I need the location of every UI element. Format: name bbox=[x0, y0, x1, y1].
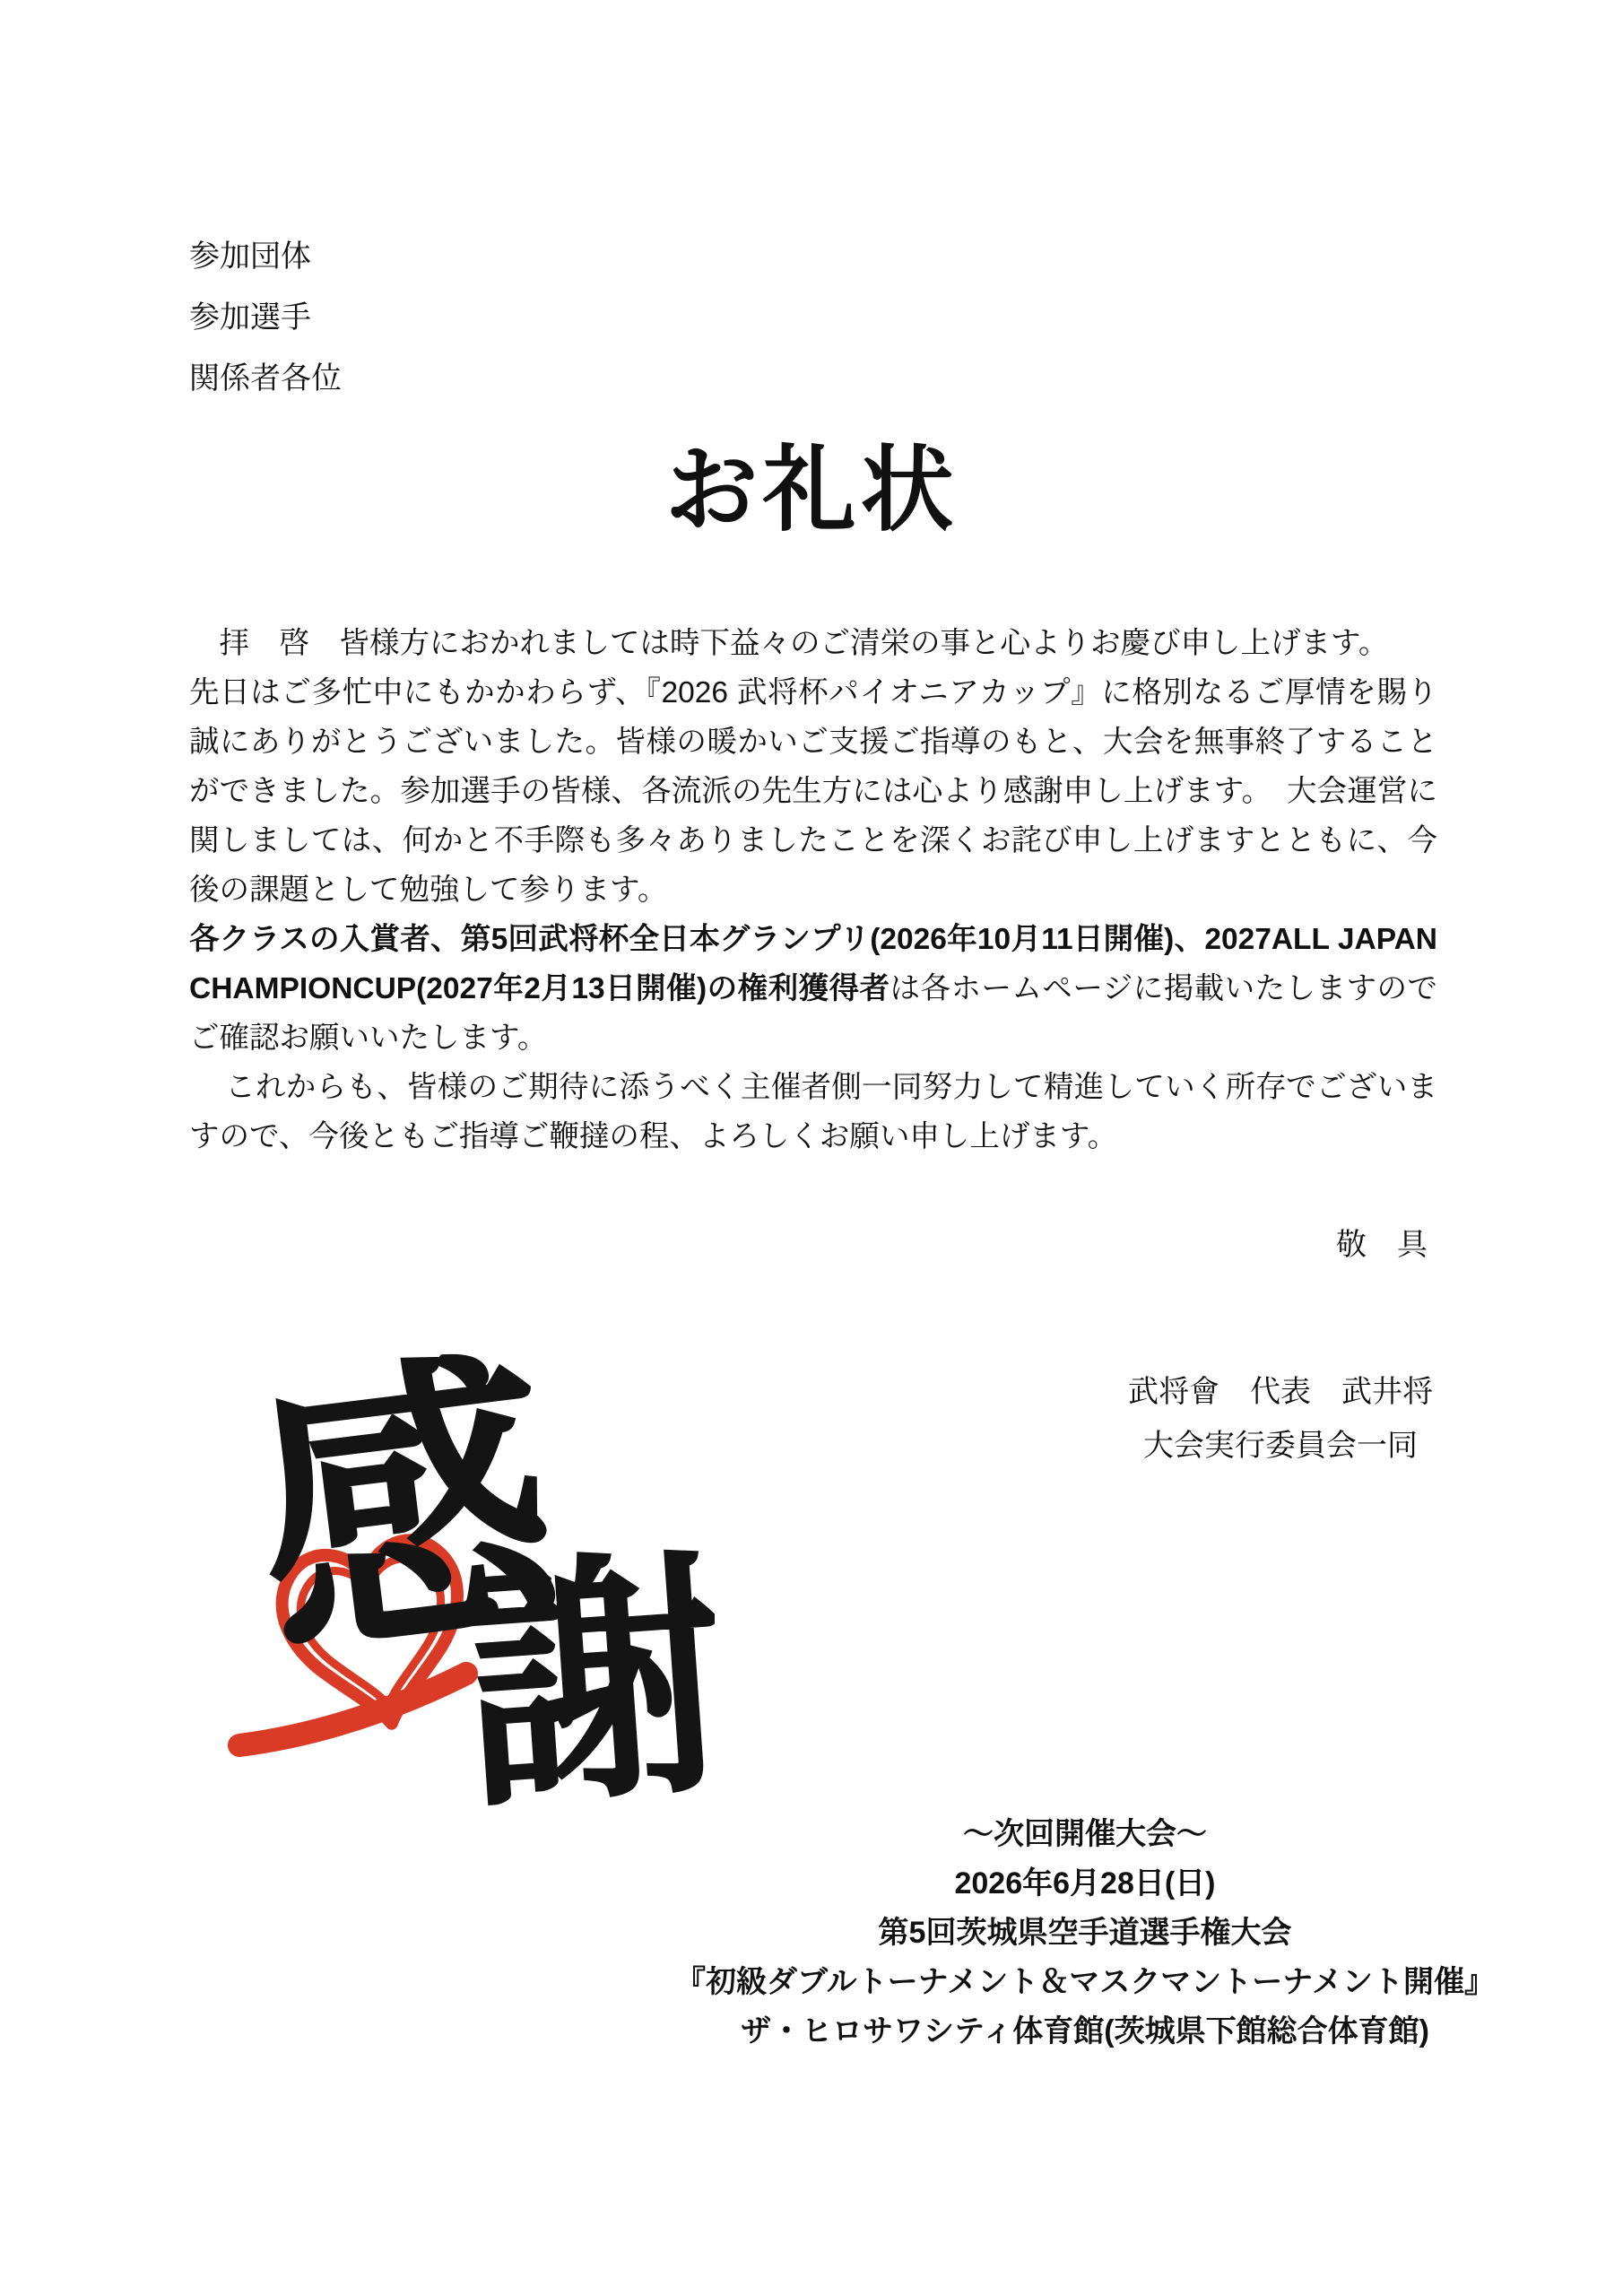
paragraph-2-rest-text: は各ホームページに掲載いたしますのでご確認お願いいたします。 bbox=[189, 972, 1437, 1055]
greeting-line: 拝 啓 皆様方におかれましては時下益々のご清栄の事と心よりお慶び申し上げます。 bbox=[219, 627, 1389, 660]
kansha-calligraphy-svg bbox=[226, 1317, 715, 1823]
next-event-subtitle: 『初級ダブルトーナメント＆マスクマントーナメント開催』 bbox=[675, 1965, 1495, 1999]
next-event-block bbox=[592, 1810, 1578, 2057]
page-title: お礼状 bbox=[664, 439, 959, 543]
letter-body bbox=[189, 619, 1437, 1161]
next-event-name: 第5回茨城県空手道選手権大会 bbox=[878, 1916, 1292, 1950]
signature-committee: 大会実行委員会一同 bbox=[1143, 1429, 1418, 1463]
next-event-heading: ～次回開催大会～ bbox=[963, 1817, 1207, 1851]
closing-keigu: 敬 具 bbox=[1336, 1228, 1428, 1262]
signature-block bbox=[1128, 1365, 1433, 1473]
recipient-line: 関係者各位 bbox=[189, 361, 342, 396]
recipient-list bbox=[189, 226, 342, 409]
kansha-char-sha: 謝 bbox=[454, 1521, 715, 1823]
next-event-date: 2026年6月28日(日) bbox=[954, 1866, 1216, 1900]
next-event-venue: ザ・ヒロサワシティ体育館(茨城県下館総合体育館) bbox=[741, 2014, 1429, 2048]
paragraph-3 bbox=[189, 1063, 1437, 1161]
paragraph-1-text: 先日はご多忙中にもかかわらず、『2026 武将杯パイオニアカップ』に格別なるご厚情を賜り誠にありがとうございました。皆様の暖かいご支援ご指導のもと、大会を無事終了することができました。参加選手の皆様、各流派の先生方には心より感謝申し上げます。 大会運営に関しましては、何かと不手際も多々ありましたことを深くお詫び申し上げますとともに、今後の課題として勉強して参ります。 bbox=[189, 676, 1437, 907]
signature-representative: 武将會 代表 武井将 bbox=[1128, 1375, 1433, 1409]
paragraph-1 bbox=[189, 668, 1437, 915]
kansha-calligraphy-stamp bbox=[226, 1317, 715, 1823]
recipient-line: 参加団体 bbox=[189, 239, 311, 274]
paragraph-2-bold-text: 各クラスの入賞者、第5回武将杯全日本グランプリ(2026年10月11日開催)、2027ALL JAPAN CHAMPIONCUP(2027年2月13日開催)の権利獲得者 bbox=[189, 923, 1437, 1005]
paragraph-3-text: これからも、皆様のご期待に添うべく主催者側一同努力して精進していく所存でございますので、今後ともご指導ご鞭撻の程、よろしくお願い申し上げます。 bbox=[189, 1071, 1437, 1153]
paragraph-2 bbox=[189, 915, 1437, 1063]
recipient-line: 参加選手 bbox=[189, 300, 311, 335]
kansha-char-kan: 感 bbox=[236, 1318, 573, 1700]
